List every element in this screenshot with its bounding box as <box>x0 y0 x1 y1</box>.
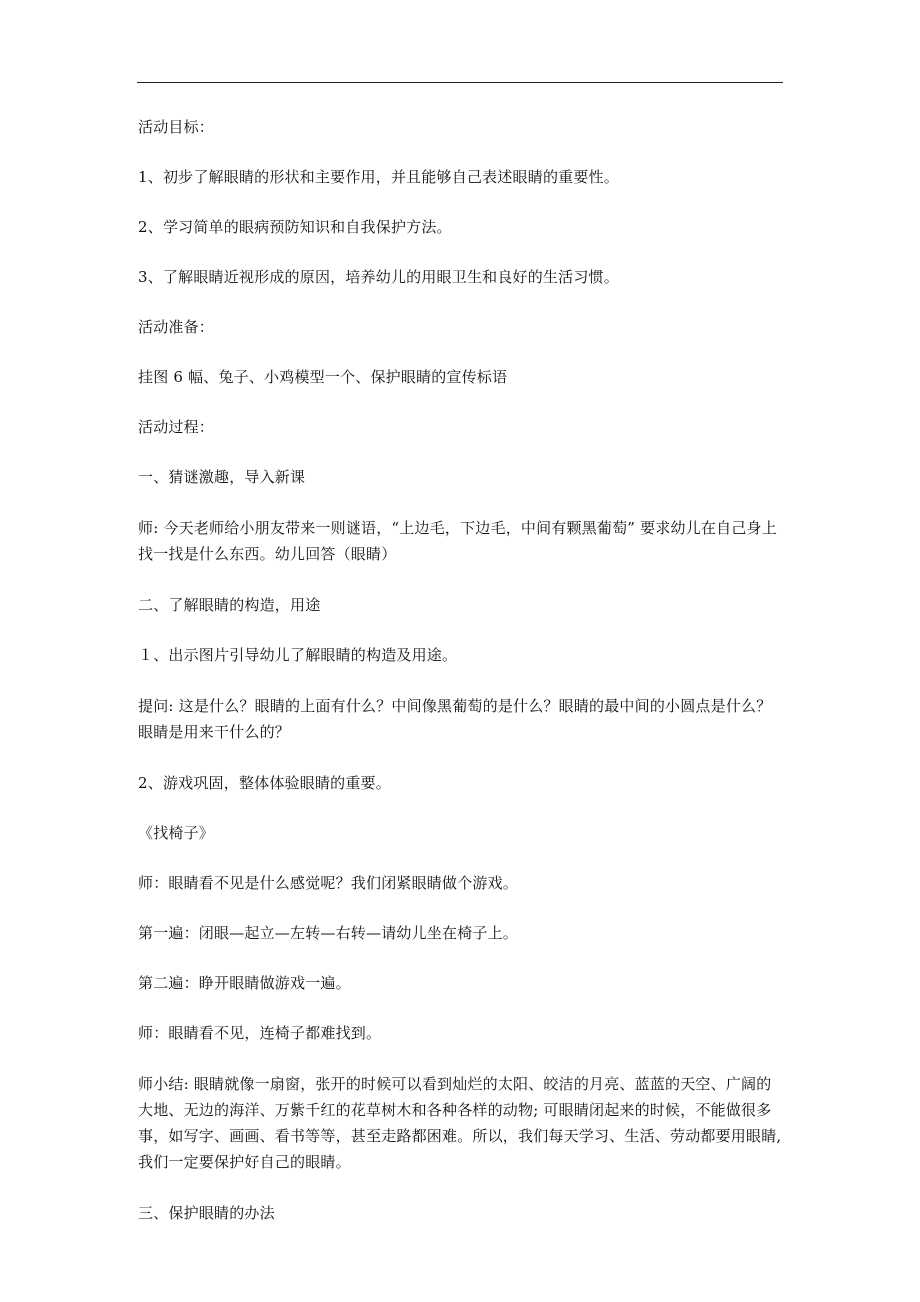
section-heading-goals: 活动目标： <box>138 118 215 136</box>
sub-step-1: １、出示图片引导幼儿了解眼睛的构造及用途。 <box>138 646 458 664</box>
process-step-2-heading: 二、了解眼睛的构造，用途 <box>138 596 321 614</box>
header-rule <box>137 82 783 83</box>
goal-item-1: 1、初步了解眼睛的形状和主要作用，并且能够自己表述眼睛的重要性。 <box>138 168 619 186</box>
question-paragraph: 提问: 这是什么？眼睛的上面有什么？中间像黑葡萄的是什么？眼睛的最中间的小圆点是什么？眼睛是用来干什么的？ <box>138 697 772 741</box>
section-heading-preparation: 活动准备： <box>138 318 215 336</box>
game-round-1: 第一遍：闭眼—起立—左转—右转—请幼儿坐在椅子上。 <box>138 924 519 942</box>
sub-step-2: 2、游戏巩固，整体体验眼睛的重要。 <box>138 774 391 792</box>
process-step-3-heading: 三、保护眼睛的办法 <box>138 1204 275 1222</box>
preparation-materials: 挂图 6 幅、兔子、小鸡模型一个、保护眼睛的宣传标语 <box>138 368 508 386</box>
goal-item-3: 3、了解眼睛近视形成的原因，培养幼儿的用眼卫生和良好的生活习惯。 <box>138 268 619 286</box>
game-intro: 师：眼睛看不见是什么感觉呢？我们闭紧眼睛做个游戏。 <box>138 874 519 892</box>
teacher-summary: 师小结: 眼睛就像一扇窗，张开的时候可以看到灿烂的太阳、皎洁的月亮、蓝蓝的天空、广阔的大地、无边的海洋、万紫千红的花草树木和各种各样的动物; 可眼睛闭起来的时候，不能做很多事，如写字、画画、看书等等，甚至走路都困难。所以，我们每天学习、生活、劳动都要用眼睛,我们一定要保护好自己的眼睛。 <box>138 1075 782 1171</box>
game-round-2: 第二遍：睁开眼睛做游戏一遍。 <box>138 974 351 992</box>
goal-item-2: 2、学习简单的眼病预防知识和自我保护方法。 <box>138 218 452 236</box>
teacher-comment: 师：眼睛看不见，连椅子都难找到。 <box>138 1024 382 1042</box>
section-heading-process: 活动过程： <box>138 418 215 436</box>
teacher-riddle-paragraph: 师: 今天老师给小朋友带来一则谜语，“上边毛，下边毛，中间有颗黑葡萄” 要求幼儿在自己身上找一找是什么东西。幼儿回答（眼睛） <box>138 519 777 563</box>
process-step-1-heading: 一、猜谜激趣，导入新课 <box>138 468 306 486</box>
document-body <box>138 115 783 1225</box>
game-title: 《找椅子》 <box>138 824 215 842</box>
